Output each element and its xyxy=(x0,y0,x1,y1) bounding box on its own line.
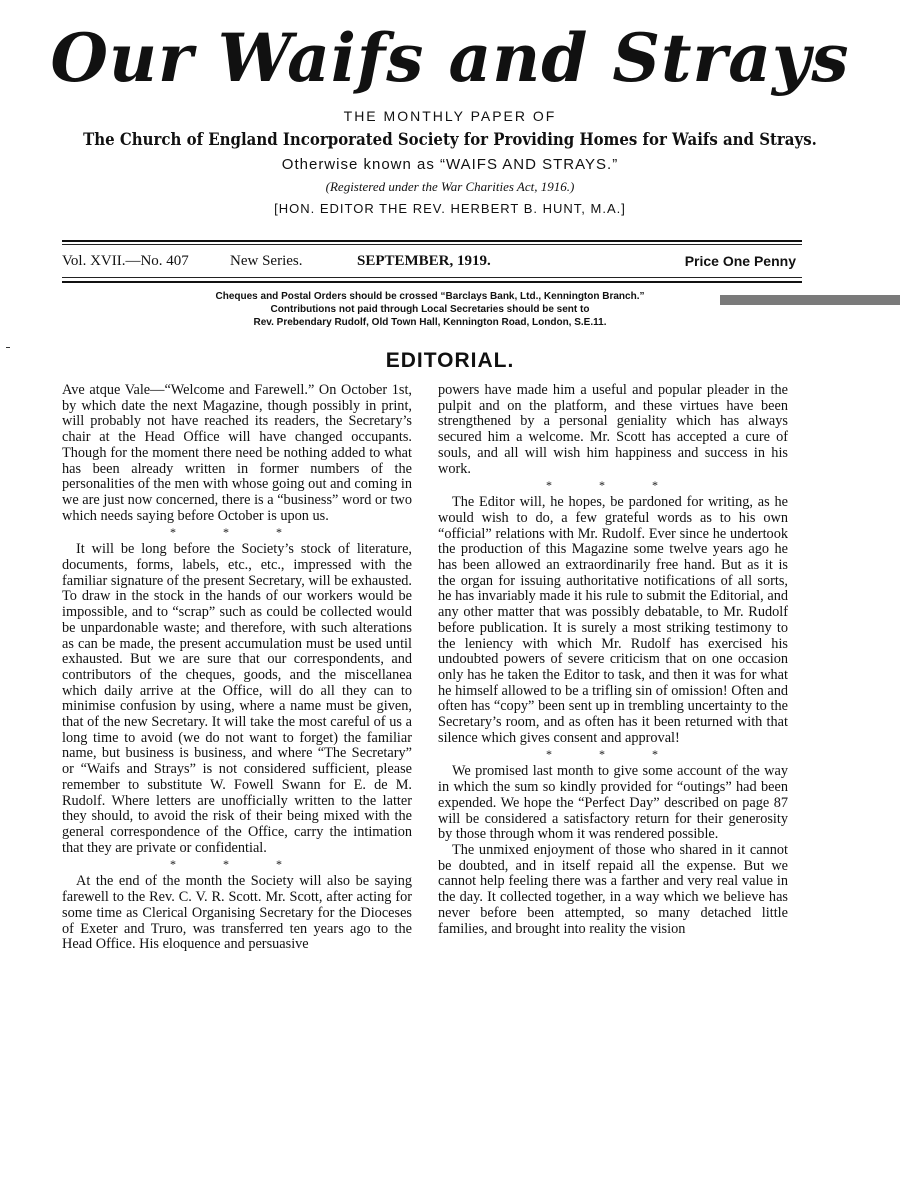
volume-number: Vol. XVII.—No. 407 xyxy=(62,253,189,269)
paragraph: At the end of the month the Society will also be saying farewell to the Rev. C. V. R. Scott. Mr. Scott, after acting for some time as Clerical Organising Secretary for the Dioceses of Exeter and Truro, was transferred ten years ago to the Head Office. His eloquence and persuasive xyxy=(62,873,412,953)
paragraph: powers have made him a useful and popular pleader in the pulpit and on the platform, and these virtues have been strengthened by a personal geniality which has always secured him a welcome. Mr. Scott has accepted a cure of souls, and all will wish him happiness and success in his work. xyxy=(438,382,788,477)
issue-date: SEPTEMBER, 1919. xyxy=(357,253,491,269)
editorial-heading: EDITORIAL. xyxy=(385,349,515,372)
registration-note: (Registered under the War Charities Act, 1916.) xyxy=(325,179,575,194)
header-rule-top-thin xyxy=(62,244,802,245)
otherwise-known: Otherwise known as “WAIFS AND STRAYS.” xyxy=(281,156,619,173)
section-break: * * * xyxy=(546,747,680,762)
paragraph: We promised last month to give some account of the way in which the sum so kindly provided for “outings” had been expended. We hope the “Perfect Day” described on page 87 will be considered a satisfactory return for their generosity by those through whom it was rendered possible. xyxy=(438,763,788,843)
scan-artifact-bar xyxy=(720,295,900,305)
masthead xyxy=(0,18,900,216)
scan-artifact-mark xyxy=(6,347,10,348)
masthead-subtitle: THE MONTHLY PAPER OF xyxy=(343,108,557,124)
article-column-right xyxy=(438,383,788,937)
article-column-left xyxy=(62,383,412,953)
section-break: * * * xyxy=(170,525,304,540)
section-break: * * * xyxy=(546,478,680,493)
society-name: The Church of England Incorporated Society for Providing Homes for Waifs and Strays. xyxy=(83,130,817,150)
header-rule-bottom-thin xyxy=(62,277,802,278)
notice-line-2: Contributions not paid through Local Secretaries should be sent to xyxy=(270,304,590,315)
paragraph: It will be long before the Society’s stock of literature, documents, forms, labels, etc., etc., impressed with the familiar signature of the present Secretary, will be exhausted. To draw in the stock in the hands of our workers would be impossible, and to “scrap” such as could be collected would be unpardonable waste; and therefore, with such alterations as can be made, the present accumulation must be used until exhausted. But we are sure that our correspondents, and contributors of the cheques, goods, and the miscellanea which daily arrive at the Office, will do all they can to minimise confusion by using, where a name must be given, that of the new Secretary. It will take the most careful of us a long time to avoid (we do not want to forget) the familiar name, but business is business, and where “The Secretary” or “Waifs and Strays” is not considered sufficient, please remember to substitute W. Fowell Swann for E. de M. Rudolf. Where letters are unofficially written to the latter they should, to avoid the risk of their being mixed with the general correspondence of the Office, carry the intimation that they are private or confidential. xyxy=(62,541,413,856)
masthead-title: Our Waifs and Strays xyxy=(50,19,850,97)
header-rule-top xyxy=(62,240,802,242)
price-label: Price One Penny xyxy=(684,253,796,269)
paragraph: The unmixed enjoyment of those who shared in it cannot be doubted, and in itself repaid all the expense. But we cannot help feeling there was a farther and very real value in the day. It collected together, in a way which we believe has never before been attempted, so many detached little families, and brought into reality the vision xyxy=(438,841,788,937)
editor-line: [HON. EDITOR THE REV. HERBERT B. HUNT, M.A.] xyxy=(274,201,626,216)
paragraph: Ave atque Vale—“Welcome and Farewell.” On October 1st, by which date the next Magazine, though possibly in print, will probably not have reached its readers, the Secretary’s chair at the Head Office will have changed occupants. Though for the moment there need be nothing added to what has been already written in former numbers of the personalities of the men with whose going out and coming in we are just now concerned, there is a “business” word or two which needs saying before October is upon us. xyxy=(62,382,412,524)
notice-line-1: Cheques and Postal Orders should be crossed “Barclays Bank, Ltd., Kennington Branch.” xyxy=(215,291,645,302)
section-break: * * * xyxy=(170,857,304,872)
header-rule-bottom xyxy=(62,281,802,283)
notice-line-3: Rev. Prebendary Rudolf, Old Town Hall, Kennington Road, London, S.E.11. xyxy=(253,317,607,328)
payment-notice xyxy=(120,290,740,329)
series-label: New Series. xyxy=(230,253,303,269)
paragraph: The Editor will, he hopes, be pardoned for writing, as he would wish to do, a few grateful words as to his own “official” relations with Mr. Rudolf. Ever since he undertook the production of this Magazine some twelve years ago he has been allowed an extraordinarily free hand. But as it is the organ for issuing authoritative notifications of all sorts, he has invariably made it his rule to submit the Editorial, and any other matter that was possibly debatable, to Mr. Rudolf before publication. It is surely a most striking testimony to the leniency with which Mr. Rudolf has exercised his undoubted powers of severe criticism that on one occasion only has he taken the Editor to task, and then it was for what he himself allowed to be a trifling sin of omission! Often and often has “copy” been sent up in trembling uncertainty to the Secretary’s room, and as often has it been returned with that silence which gives consent and approval! xyxy=(438,494,788,746)
